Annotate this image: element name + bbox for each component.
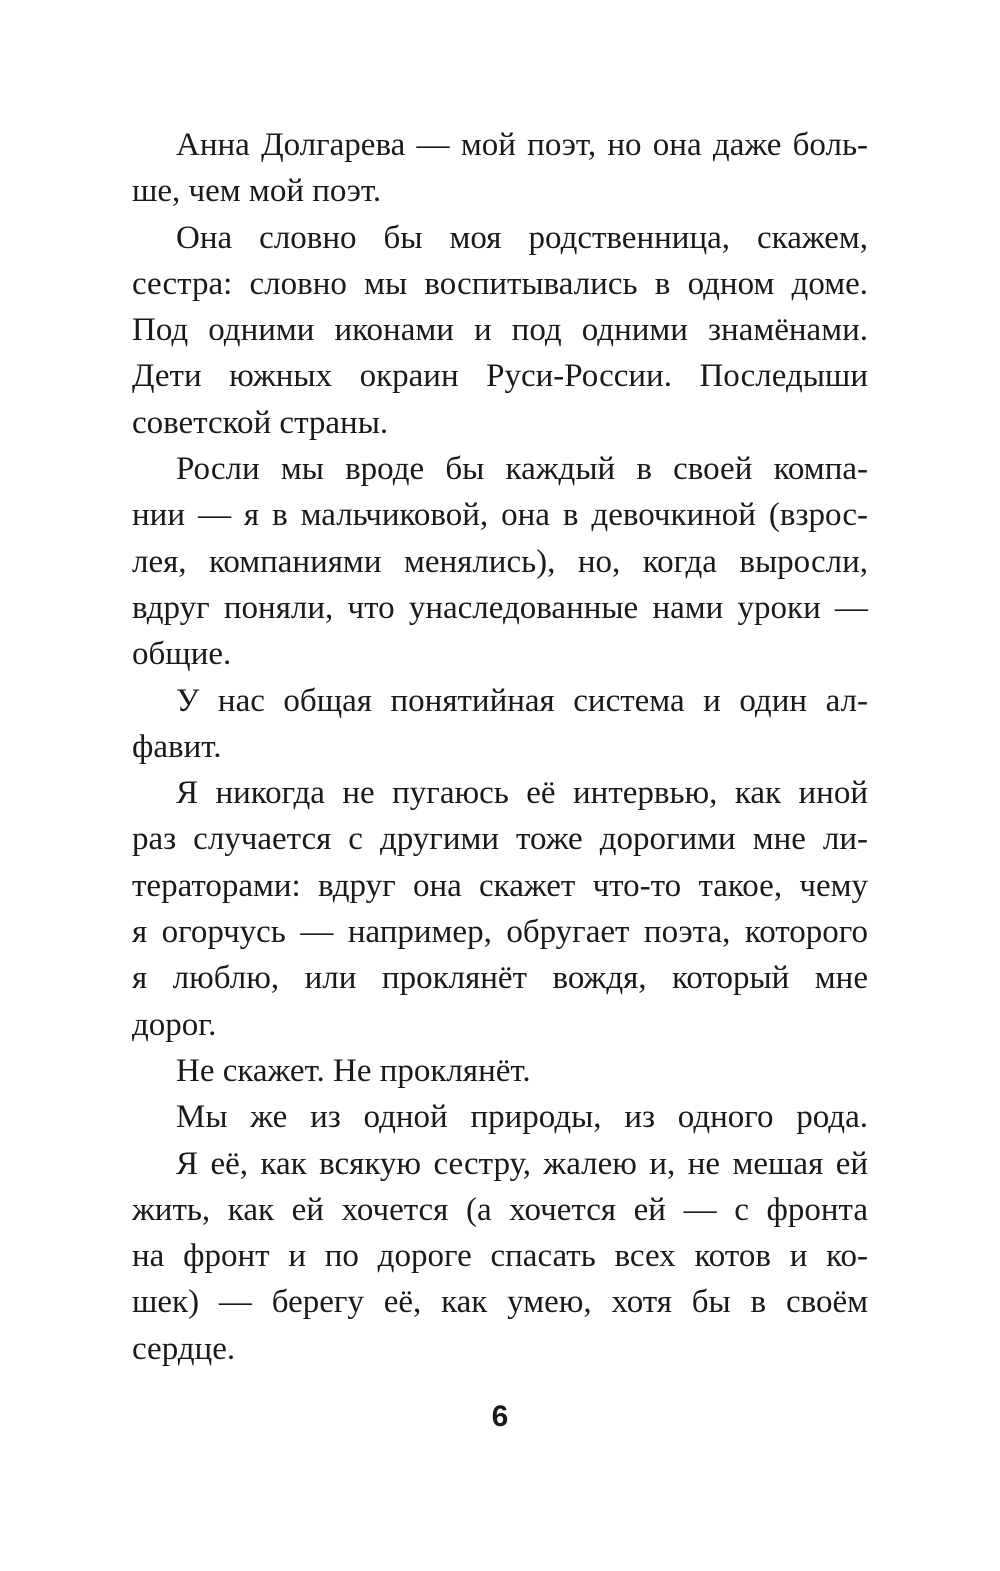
text-line: сердце. xyxy=(132,1330,236,1367)
paragraph xyxy=(132,770,868,1048)
text-line: Дети южных окраин Руси-России. Последыши xyxy=(132,358,868,395)
page-number: 6 xyxy=(491,1400,509,1433)
paragraph xyxy=(132,446,868,677)
paragraph xyxy=(132,122,868,215)
paragraph xyxy=(132,678,868,771)
text-line: фавит. xyxy=(132,728,222,765)
text-line: У нас общая понятийная система и один ал- xyxy=(176,682,868,719)
text-line: Она словно бы моя родственница, скажем, xyxy=(176,219,868,256)
text-line: лея, компаниями менялись), но, когда выросли, xyxy=(132,543,868,580)
text-line: я люблю, или проклянёт вождя, который мне xyxy=(132,960,868,997)
text-line: Мы же из одной природы, из одного рода. xyxy=(176,1099,868,1136)
paragraph xyxy=(132,1048,868,1094)
text-line: на фронт и по дороге спасать всех котов и ко- xyxy=(132,1238,868,1275)
paragraph xyxy=(132,1141,868,1372)
text-line: я огорчусь — например, обругает поэта, которого xyxy=(132,914,868,951)
text-line: Росли мы вроде бы каждый в своей компа- xyxy=(176,451,868,488)
paragraph xyxy=(132,215,868,446)
text-line: Не скажет. Не проклянёт. xyxy=(176,1052,531,1089)
text-line: Я её, как всякую сестру, жалею и, не мешая ей xyxy=(176,1145,868,1182)
text-line: общие. xyxy=(132,636,232,673)
text-line: вдруг поняли, что унаследованные нами уроки — xyxy=(132,589,868,626)
text-line: Под одними иконами и под одними знамёнами. xyxy=(132,312,868,349)
paragraph xyxy=(132,1094,868,1140)
text-line: шек) — берегу её, как умею, хотя бы в своём xyxy=(132,1284,868,1321)
text-line: раз случается с другими тоже дорогими мне ли- xyxy=(132,821,868,858)
text-line: Анна Долгарева — мой поэт, но она даже боль- xyxy=(176,127,868,163)
text-line: нии — я в мальчиковой, она в девочкиной (взрос- xyxy=(132,497,868,534)
text-line: сестра: словно мы воспитывались в одном доме. xyxy=(132,265,868,302)
text-line: дорог. xyxy=(132,1006,217,1043)
text-line: советской страны. xyxy=(132,404,389,441)
text-line: жить, как ей хочется (а хочется ей — с фронта xyxy=(132,1191,868,1228)
text-line: тераторами: вдруг она скажет что-то такое, чему xyxy=(132,867,868,904)
text-line: ше, чем мой поэт. xyxy=(132,173,382,210)
text-line: Я никогда не пугаюсь её интервью, как иной xyxy=(176,775,868,812)
page-body xyxy=(132,122,868,1372)
